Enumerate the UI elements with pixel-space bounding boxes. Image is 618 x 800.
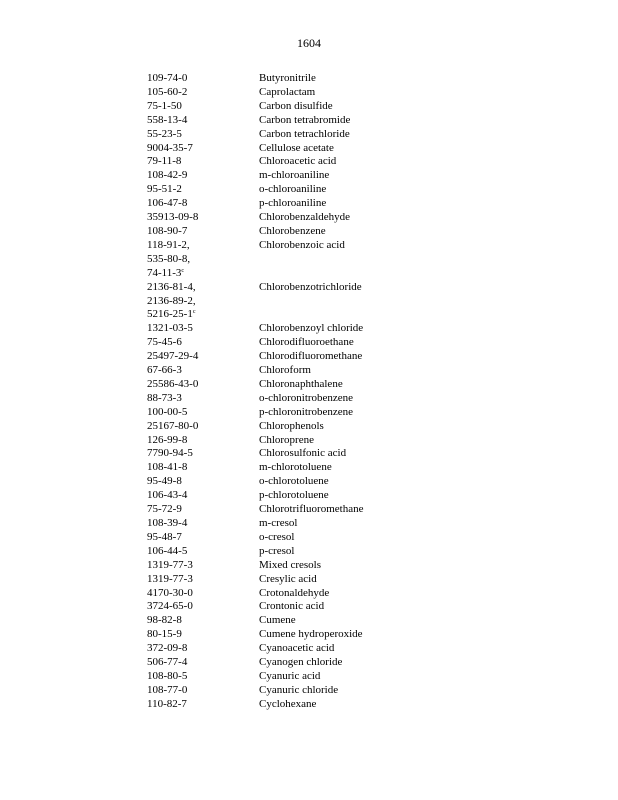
chemical-name: p-chlorotoluene [259, 489, 329, 502]
cas-number-cell [147, 225, 259, 239]
cas-number: 67-66-3 [147, 364, 182, 377]
cas-number-cell [147, 392, 259, 406]
cas-number: 74-11-3$^c$ [147, 266, 185, 279]
cas-number-cell [147, 684, 259, 698]
table-row [147, 225, 447, 239]
chemical-name: Chlorodifluoromethane [259, 350, 363, 363]
cas-number-cell [147, 434, 259, 448]
cas-number: 108-39-4 [147, 517, 188, 529]
cas-number-cell [147, 406, 259, 420]
cas-number-cell [147, 211, 259, 225]
cas-number-cell [147, 587, 259, 601]
cas-number: 506-77-4 [147, 656, 188, 669]
cas-number-cell [147, 600, 259, 614]
chemical-name: Chlorodifluoroethane [259, 336, 354, 349]
table-row [147, 628, 447, 642]
cas-number: 75-45-6 [147, 336, 182, 349]
cas-number: 106-43-4 [147, 489, 188, 502]
chemical-name: Crontonic acid [259, 600, 325, 613]
cas-number: 9004-35-7 [147, 141, 193, 154]
table-row [147, 211, 447, 225]
cas-number-cell [147, 531, 259, 545]
cas-number: 1319-77-3 [147, 558, 193, 571]
table-row [147, 545, 447, 559]
cas-number-cell [147, 670, 259, 684]
cas-number: 25167-80-0 [147, 419, 199, 432]
table-row [147, 183, 447, 197]
cas-number: 100-00-5 [147, 405, 188, 418]
cas-number-cell [147, 114, 259, 128]
cas-number-cell [147, 656, 259, 670]
table-row [147, 72, 447, 86]
cas-number: 108-90-7 [147, 224, 188, 237]
table-row [147, 517, 447, 531]
table-row [147, 447, 447, 461]
cas-number: 3724-65-0 [147, 600, 193, 613]
cas-number-cell [147, 86, 259, 100]
table-row [147, 670, 447, 684]
cas-number: 1319-77-3 [147, 572, 193, 585]
cas-number: 95-49-8 [147, 475, 182, 488]
chemical-name: Chlorobenzotrichloride [259, 280, 362, 293]
table-row [147, 475, 447, 489]
chemical-name: o-chloroaniline [259, 183, 327, 196]
table-row [147, 142, 447, 156]
table-row [147, 531, 447, 545]
cas-number: 5216-25-1$^c$ [147, 308, 196, 321]
cas-number-cell [147, 128, 259, 142]
cas-number: 106-44-5 [147, 544, 188, 557]
chemical-name: Chlorotrifluoromethane [259, 503, 364, 516]
footnote-marker: c [192, 309, 196, 316]
chemical-name: Cresylic acid [259, 572, 317, 585]
chemical-name: Chloroform [259, 364, 311, 377]
cas-number-cell [147, 475, 259, 489]
chemical-table [147, 72, 447, 712]
cas-number-cell [147, 72, 259, 86]
cas-number: 108-42-9 [147, 169, 188, 182]
chemical-name: o-chloronitrobenzene [259, 391, 354, 404]
cas-number-cell [147, 142, 259, 156]
cas-number: 558-13-4 [147, 113, 188, 126]
chemical-name: p-cresol [259, 544, 295, 557]
table-row [147, 503, 447, 517]
cas-number: 7790-94-5 [147, 447, 193, 460]
cas-number-cell [147, 447, 259, 461]
cas-number: 79-11-8 [147, 155, 182, 168]
cas-number-cell [147, 100, 259, 114]
cas-number-cell [147, 322, 259, 336]
chemical-name: Chloroacetic acid [259, 155, 337, 168]
footnote-marker: c [181, 267, 185, 274]
table-row [147, 698, 447, 712]
cas-number-cell [147, 420, 259, 434]
cas-number-cell [147, 336, 259, 350]
cas-number: 80-15-9 [147, 628, 182, 641]
cas-number: 75-72-9 [147, 503, 182, 516]
table-row [147, 489, 447, 503]
table-row [147, 684, 447, 698]
chemical-name: Mixed cresols [259, 558, 322, 571]
chemical-name: Caprolactam [259, 85, 316, 98]
cas-number-cell [147, 489, 259, 503]
cas-number-cell [147, 350, 259, 364]
chemical-name: Cyanuric acid [259, 669, 321, 682]
cas-number: 108-41-8 [147, 461, 188, 474]
table-row [147, 197, 447, 211]
chemical-name: Chloronaphthalene [259, 377, 343, 390]
cas-number: 75-1-50 [147, 99, 182, 112]
table-row [147, 406, 447, 420]
chemical-name: Carbon tetrachloride [259, 127, 350, 140]
chemical-name: Cyanuric chloride [259, 683, 339, 696]
table-row [147, 559, 447, 573]
table-row [147, 573, 447, 587]
cas-number-cell [147, 614, 259, 628]
table-row [147, 322, 447, 336]
table-row [147, 420, 447, 434]
table-row [147, 378, 447, 392]
chemical-name: Crotonaldehyde [259, 586, 330, 599]
chemical-name: Chloroprene [259, 433, 314, 446]
chemical-name: Carbon disulfide [259, 99, 333, 112]
table-row [147, 155, 447, 169]
cas-number: 1321-03-5 [147, 322, 193, 335]
table-row [147, 600, 447, 614]
cas-number-cell [147, 573, 259, 587]
cas-number: 108-77-0 [147, 683, 188, 696]
cas-number: 108-80-5 [147, 669, 188, 682]
cas-number: 55-23-5 [147, 127, 182, 140]
cas-number: 25497-29-4 [147, 350, 199, 363]
cas-number-cell [147, 169, 259, 183]
chemical-name: o-cresol [259, 530, 295, 543]
chemical-name: m-chlorotoluene [259, 461, 332, 474]
cas-number: 88-73-3 [147, 391, 182, 404]
chemical-name: o-chlorotoluene [259, 475, 329, 488]
chemical-name: Chlorophenols [259, 419, 324, 432]
cas-number-cell [147, 378, 259, 392]
cas-number: 95-48-7 [147, 530, 182, 543]
cas-number: 2136-81-4, [147, 280, 196, 293]
cas-number: 372-09-8 [147, 642, 188, 655]
table-row [147, 128, 447, 142]
chemical-name: Cumene hydroperoxide [259, 628, 363, 641]
cas-number: 4170-30-0 [147, 586, 193, 599]
cas-number: 535-80-8, [147, 252, 191, 265]
cas-number: 35913-09-8 [147, 211, 199, 224]
cas-number: 106-47-8 [147, 197, 188, 210]
chemical-name: Cumene [259, 614, 296, 627]
chemical-name: Cyclohexane [259, 697, 317, 710]
cas-number-cell [147, 155, 259, 169]
chemical-name: m-cresol [259, 517, 298, 529]
cas-number: 95-51-2 [147, 183, 182, 196]
chemical-name: p-chloronitrobenzene [259, 405, 354, 418]
cas-number-cell [147, 642, 259, 656]
chemical-name: Chlorobenzaldehyde [259, 211, 351, 224]
cas-number-cell [147, 281, 259, 323]
table-row [147, 614, 447, 628]
chemical-name: Chlorosulfonic acid [259, 447, 347, 460]
table-row [147, 656, 447, 670]
cas-number-cell [147, 698, 259, 712]
table-row [147, 100, 447, 114]
chemical-name: p-chloroaniline [259, 197, 327, 210]
table-row [147, 86, 447, 100]
table-row [147, 169, 447, 183]
chemical-name: Chlorobenzoyl chloride [259, 322, 364, 335]
table-row [147, 461, 447, 475]
chemical-name: Butyronitrile [259, 72, 316, 84]
cas-number: 109-74-0 [147, 72, 188, 84]
chemical-name: Cellulose acetate [259, 141, 334, 154]
chemical-name: Cyanogen chloride [259, 656, 343, 669]
chemical-name: Carbon tetrabromide [259, 113, 351, 126]
page-number: 1604 [297, 36, 321, 50]
cas-number-cell [147, 559, 259, 573]
table-row [147, 364, 447, 378]
cas-number: 118-91-2, [147, 238, 190, 251]
cas-number-cell [147, 628, 259, 642]
cas-number-cell [147, 517, 259, 531]
cas-number: 126-99-8 [147, 433, 188, 446]
table-row [147, 281, 447, 323]
cas-number: 2136-89-2, [147, 294, 196, 307]
table-row [147, 114, 447, 128]
cas-number: 98-82-8 [147, 614, 182, 627]
chemical-name: Chlorobenzene [259, 224, 326, 237]
table-row [147, 239, 447, 281]
table-row [147, 350, 447, 364]
cas-number-cell [147, 503, 259, 517]
cas-number: 105-60-2 [147, 85, 188, 98]
chemical-name: m-chloroaniline [259, 169, 330, 182]
cas-number-cell [147, 239, 259, 281]
cas-number-cell [147, 183, 259, 197]
table-row [147, 392, 447, 406]
chemical-name: Cyanoacetic acid [259, 642, 335, 655]
cas-number-cell [147, 461, 259, 475]
chemical-name: Chlorobenzoic acid [259, 238, 345, 251]
cas-number: 110-82-7 [147, 697, 187, 710]
table-row [147, 336, 447, 350]
table-row [147, 642, 447, 656]
cas-number-cell [147, 197, 259, 211]
cas-number-cell [147, 364, 259, 378]
cas-number: 25586-43-0 [147, 377, 199, 390]
table-row [147, 587, 447, 601]
table-row [147, 434, 447, 448]
cas-number-cell [147, 545, 259, 559]
